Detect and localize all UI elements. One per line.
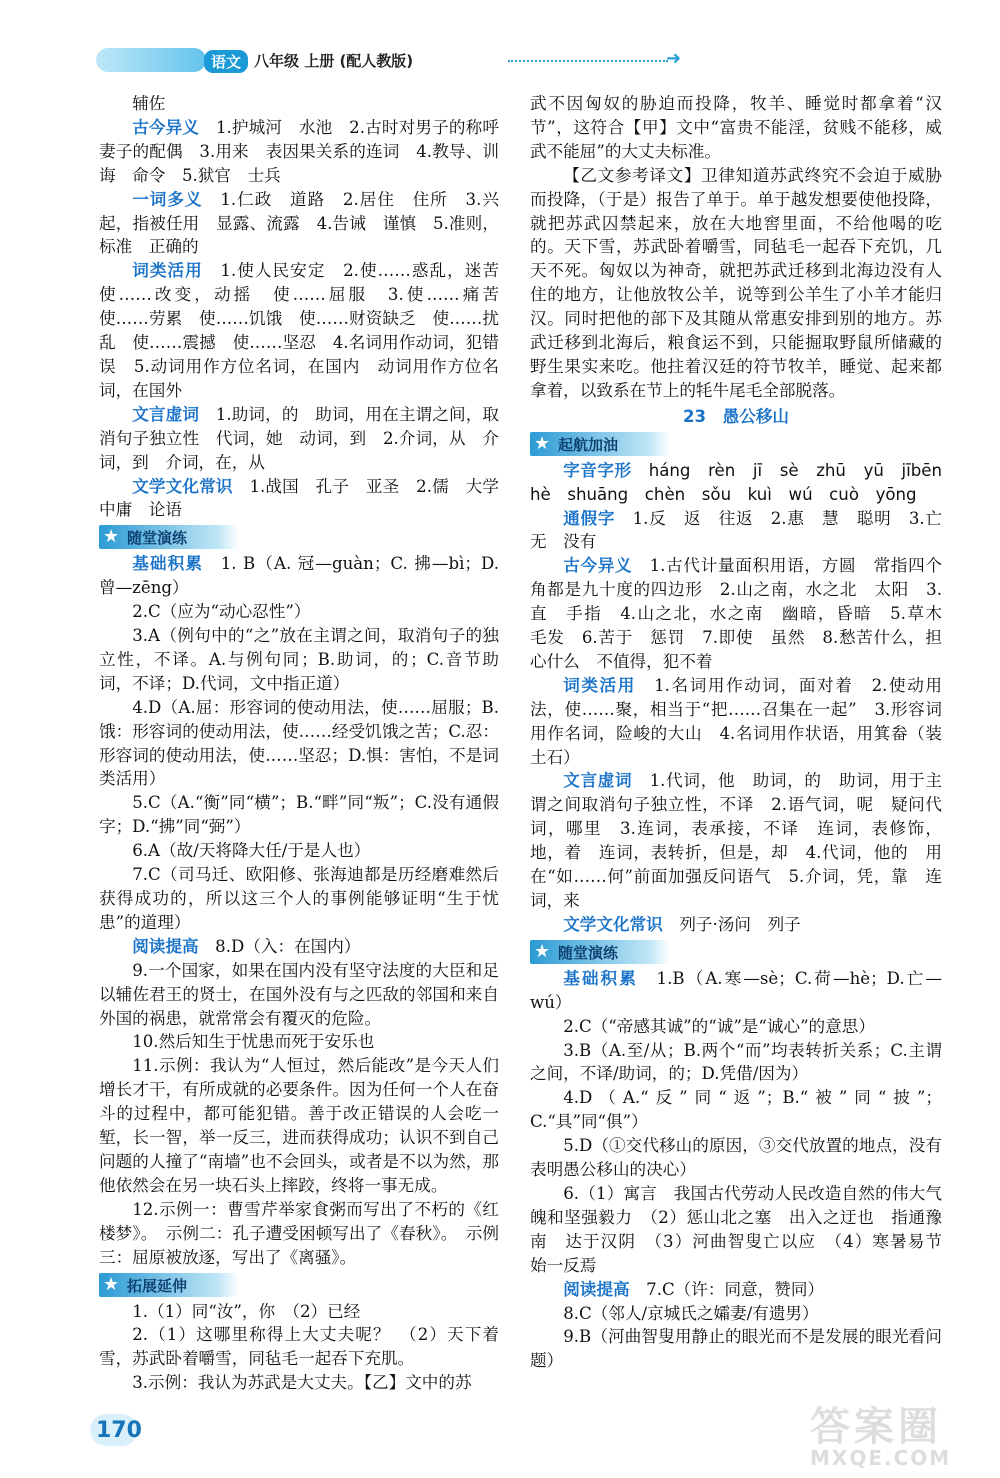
- answer-section: [530, 507, 959, 555]
- answer-text: 1.护城河 水池 2.古时对男子的称呼 妻子的配偶 3.用来 表因果关系的连词 4.教导、训诲 命令 5.狱官 士兵: [99, 117, 516, 185]
- answer-text: 6.（1）寓言 我国古代劳动人民改造自然的伟大气魄和坚强毅力 （2）惩山北之塞 出入之迂也 指通豫南 达于汉阴 （3）河曲智叟亡以应 （4）寒暑易节 始一反焉: [530, 1183, 959, 1275]
- answer-paragraph: [99, 600, 499, 624]
- section-tag: 一词多义: [132, 189, 203, 209]
- answer-section: [99, 116, 516, 188]
- watermark-text: 答案圈: [810, 1404, 942, 1450]
- answer-paragraph: [99, 959, 499, 1031]
- section-tag: 阅读提高: [563, 1279, 630, 1299]
- answer-paragraph: [530, 1325, 942, 1373]
- answer-text: 3.示例：我认为苏武是大丈夫。【乙】文中的苏: [132, 1373, 472, 1393]
- answer-text: 9.一个国家，如果在国内没有坚守法度的大臣和足以辅佐君王的贤士，在国外没有与之匹敌的邻国和来自外国的祸患，就常常会有覆灭的危险。: [99, 960, 499, 1028]
- star-icon: ★: [103, 1273, 120, 1295]
- answer-section: [530, 674, 942, 770]
- answer-paragraph: [530, 1015, 942, 1039]
- answer-text: 4.D（A.屈：形容词的使动用法，使……屈服；B.饿：形容词的使动用法，使……经受饥饿之苦；C.忍：形容词的使动用法，使……坚忍；D.惧：害怕，不是词类活用）: [99, 697, 499, 789]
- answer-text: 7.C（许：同意，赞同）: [646, 1279, 825, 1299]
- section-banner-label: 随堂演练: [558, 943, 619, 962]
- answer-text: 1.战国 孔子 亚圣 2.儒 大学 中庸 论语: [99, 476, 516, 520]
- section-banner: [530, 940, 670, 964]
- answer-text: 1.使人民安定 2.使……惑乱，迷苦 使……改变，动摇 使……屈服 3.使……痛苦 使……劳累 使……饥饿 使……财资缺乏 使……扰乱 使……震撼 使……坚忍 4.名词用作动词，犯错误 5.动词用作方位名词，在国内 动词用作方位名词，在国外: [99, 261, 516, 400]
- book-title: 八年级 上册 (配人教版): [254, 52, 414, 70]
- answer-text: 【乙文参考译文】卫律知道苏武终究不会迫于威胁而投降，（于是）报告了单于。单于越发想要使他投降，就把苏武囚禁起来，放在大地窖里面，不给他喝的吃的。天下雪，苏武卧着嚼雪，同毡毛一起吞下充饥，几天不死。匈奴以为神奇，就把苏武迁移到北海边没有人住的地方，让他放牧公羊，说等到公羊生了小羊才能归汉。同时把他的部下及其随从常惠安排到别的地方。苏武迁移到北海后，粮食运不到，只能掘取野鼠所储藏的野生果实来吃。他拄着汉廷的符节牧羊，睡觉、起来都拿着，以致系在节上的牦牛尾毛全部脱落。: [530, 165, 942, 400]
- section-tag: 通假字: [563, 508, 616, 528]
- answer-text: 1.仁政 道路 2.居住 住所 3.兴起，指被任用 显露、流露 4.告诫 谨慎 5.准则，标准 正确的: [99, 189, 499, 257]
- section-tag: 文言虚词: [563, 771, 633, 791]
- answer-text: 1.代词，他 助词，的 助词，用于主谓之间取消句子独立性，不译 2.语气词，呢 疑问代词，哪里 3.连词，表承接，不译 连词，表修饰，地，着 连词，表转折，但是，却 4.代词，他的 用在“如……何”前面加强反问语气 5.介词，凭，靠 连词，来: [530, 771, 943, 910]
- answer-text: 12.示例一：曹雪芹举家食粥而写出了不朽的《红楼梦》。 示例二：孔子遭受困顿写出了《春秋》。 示例三：屈原被放逐，写出了《离骚》。: [99, 1199, 499, 1267]
- answer-paragraph: [99, 624, 499, 696]
- answer-text: 6.A（故/天将降大任/于是人也）: [132, 841, 371, 861]
- section-tag: 古今异义: [132, 117, 200, 137]
- answer-text: 2.（1）这哪里称得上大丈夫呢？ （2）天下着雪，苏武卧着嚼雪，同毡毛一起吞下充肌。: [99, 1325, 499, 1369]
- section-banner-label: 起航加油: [558, 435, 619, 454]
- answer-paragraph: [99, 1198, 499, 1270]
- answer-text: háng rèn jī sè zhū yū jībēn hè shuāng chèn sǒu kuì wú cuò yōng: [530, 460, 959, 504]
- answer-paragraph: [530, 92, 942, 164]
- section-tag: 文言虚词: [132, 404, 200, 424]
- answer-paragraph: [99, 1300, 499, 1324]
- answer-paragraph: [99, 791, 499, 839]
- subject-badge: 语文: [204, 50, 248, 73]
- section-tag: 字音字形: [563, 460, 632, 480]
- answer-text: 5.C（A.“衡”同“横”；B.“畔”同“叛”；C.没有通假字；D.“拂”同“弼”）: [99, 793, 499, 837]
- answer-text: 3.B（A.至/从；B.两个“而”均表转折关系；C.主谓之间，不译/助词，的；D.凭借/因为）: [530, 1040, 942, 1084]
- answer-section: [99, 259, 516, 402]
- answer-section: [99, 403, 499, 475]
- answer-paragraph: [530, 1039, 942, 1087]
- answer-section: [99, 935, 499, 959]
- answer-text: 4.D（A.“反”同“返”；B.“被”同“披”；C.“具”同“俱”）: [530, 1088, 942, 1132]
- section-banner-label: 拓展延伸: [127, 1276, 188, 1295]
- answer-paragraph: [99, 863, 499, 935]
- header-dotted-line: [508, 60, 668, 62]
- section-banner: [99, 1273, 239, 1297]
- answer-text: 1.名词用作动词，面对着 2.使动用法，使……聚，相当于“把……召集在一起” 3.形容词用作名词，险峻的大山 4.名词用作状语，用箕畚（装土石）: [530, 675, 942, 767]
- section-banner-label: 随堂演练: [127, 529, 188, 548]
- answer-paragraph: [530, 1134, 942, 1182]
- section-tag: 文学文化常识: [132, 476, 233, 496]
- arrow-right-icon: ➜: [666, 48, 682, 69]
- section-banner: [530, 432, 670, 456]
- answer-section: [530, 459, 959, 507]
- answer-text: 武不因匈奴的胁迫而投降，牧羊、睡觉时都拿着“汉节”，这符合【甲】文中“富贵不能淫，贫贱不能移，威武不能屈”的大丈夫标准。: [530, 94, 942, 161]
- section-tag: 基础积累: [132, 554, 204, 574]
- answer-paragraph: [530, 1086, 942, 1134]
- answer-section: [530, 967, 942, 1015]
- answer-text: 9.B（河曲智叟用静止的眼光而不是发展的眼光看问题）: [530, 1327, 942, 1371]
- section-tag: 文学文化常识: [563, 914, 663, 934]
- answer-text: 8.C（邻人/京城氏之孀妻/有遗男）: [563, 1303, 819, 1323]
- answer-text: 1.（1）同“汝”，你 （2）已经: [132, 1301, 361, 1321]
- answer-text: 8.D（入：在国内）: [215, 936, 361, 956]
- answer-text: 1.反 返 往返 2.惠 慧 聪明 3.亡 无 没有: [530, 508, 959, 552]
- running-header: [96, 40, 682, 80]
- answer-paragraph: [530, 164, 942, 403]
- answer-section: [99, 552, 499, 600]
- answer-text: 列子·汤问 列子: [679, 914, 801, 934]
- answer-text: 1. B（A. 冠—guàn；C. 拂—bì；D.曾—zēng）: [99, 554, 500, 598]
- answer-text: 1.古代计量面积用语，方圆 常指四个角都是九十度的四边形 2.山之南，水之北 太阳 3.直 手指 4.山之北，水之南 幽暗，昏暗 5.草木 毛发 6.苦于 惩罚 7.即使 虽然 8.愁苦什么，担心什么 不值得，犯不着: [530, 556, 959, 671]
- chapter-heading: 23 愚公移山: [682, 406, 790, 426]
- answer-section: [530, 554, 959, 674]
- answer-paragraph: [99, 696, 499, 792]
- answer-text: 辅佐: [132, 94, 166, 113]
- header-swoosh-decoration: [96, 48, 206, 72]
- answer-text: 2.C（“帝感其诚”的“诚”是“诚心”的意思）: [563, 1016, 875, 1036]
- watermark-logo: [810, 1395, 980, 1471]
- answer-text: 10.然后知生于忧患而死于安乐也: [132, 1032, 375, 1052]
- left-column: [99, 92, 516, 1395]
- section-tag: 古今异义: [563, 556, 633, 576]
- answer-text: 7.C（司马迁、欧阳修、张海迪都是历经磨难然后获得成功的，所以这三个人的事例能够证明“生于忧患”的道理）: [99, 865, 499, 932]
- star-icon: ★: [534, 432, 551, 454]
- answer-text: 1.B（A.寒—sè；C.荷—hè；D.亡—wú）: [530, 968, 942, 1012]
- answer-text: 11.示例：我认为“人恒过，然后能改”是今天人们增长才干，有所成就的必要条件。因为任何一个人在奋斗的过程中，都可能犯错。善于改正错误的人会吃一堑，长一智，举一反三，进而获得成功；认识不到自己问题的人撞了“南墙”也不会回头，或者是不以为然，那他依然会在另一块石头上摔跤，终将一事无成。: [99, 1056, 499, 1195]
- answer-section: [530, 913, 942, 937]
- answer-section: [99, 188, 499, 260]
- answer-paragraph: [99, 92, 499, 116]
- star-icon: ★: [103, 526, 120, 548]
- section-tag: 词类活用: [132, 261, 203, 281]
- answer-paragraph: [530, 1302, 942, 1326]
- section-banner: [99, 525, 239, 549]
- answer-text: 2.C（应为“动心忍性”）: [132, 602, 311, 622]
- page-number: [96, 1418, 142, 1443]
- answer-paragraph: [99, 839, 499, 863]
- answer-paragraph: [530, 1182, 959, 1278]
- watermark-url: MXQE.COM: [810, 1446, 952, 1470]
- answer-text: 3.A（例句中的“之”放在主谓之间，取消句子的独立性，不译。A.与例句同；B.助词，的；C.音节助词，不译；D.代词，文中指正道）: [99, 626, 499, 693]
- star-icon: ★: [534, 940, 551, 962]
- section-tag: 阅读提高: [132, 936, 199, 956]
- section-tag: 词类活用: [563, 675, 636, 695]
- answer-text: 5.D（①交代移山的原因，③交代放置的地点，没有表明愚公移山的决心）: [530, 1136, 942, 1180]
- answer-paragraph: [99, 1054, 499, 1197]
- page-number-text: 170: [96, 1418, 142, 1443]
- answer-paragraph: [99, 1030, 499, 1054]
- answer-section: [530, 1278, 942, 1302]
- answer-section: [530, 769, 942, 912]
- right-column: [530, 92, 959, 1373]
- answer-paragraph: [99, 1323, 499, 1371]
- section-tag: 基础积累: [563, 968, 638, 988]
- answer-text: 1.助词，的 助词，用在主谓之间，取消句子独立性 代词，她 动词，到 2.介词，从 介词，到 介词，在，从: [99, 404, 500, 472]
- answer-section: [99, 475, 516, 523]
- answer-paragraph: [99, 1371, 499, 1395]
